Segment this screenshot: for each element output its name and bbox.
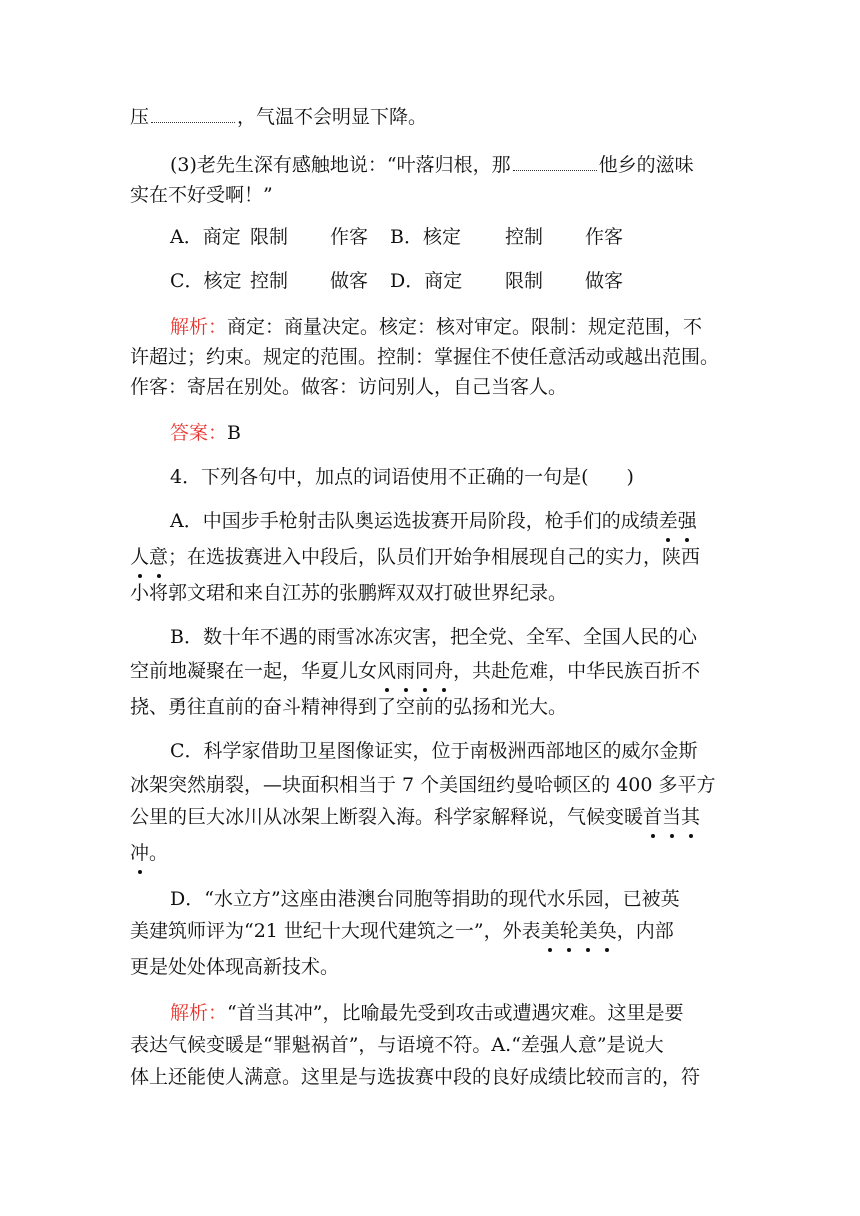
q3-line2: [170, 150, 770, 180]
text: 商定：商量决定。核定：核对审定。限制：规定范围，不: [227, 316, 703, 338]
option-b-label: B．核定: [390, 226, 461, 248]
answer-label: 答案：: [170, 422, 228, 444]
q4-c-line3: [130, 802, 730, 832]
option-a-3: 作客: [330, 226, 369, 248]
analysis1-line2: 许超过；约束。规定的范围。控制：掌握住不使任意活动或越出范围。: [130, 346, 720, 368]
q4-a-line1: [170, 506, 770, 536]
q3-line3: 实在不好受啊！”: [130, 184, 273, 206]
q4-c-line4: [130, 838, 730, 868]
q4-d-line3: 更是处处体现高新技术。: [130, 956, 340, 978]
options-row-ab: [170, 222, 770, 252]
dotted-char: 同: [415, 656, 434, 686]
analysis-label: 解析：: [170, 1002, 228, 1024]
q4-b-line1: B．数十年不遇的雨雪冰冻灾害，把全党、全军、全国人民的心: [170, 626, 697, 648]
dotted-char: 雨: [396, 656, 415, 686]
text: 空前地凝聚在一起，华夏儿女: [130, 660, 378, 682]
q4-c-line2: 冰架突然崩裂，—块面积相当于 7 个美国纽约曼哈顿区的 400 多平方: [130, 774, 716, 796]
option-c-label: C．核定: [170, 270, 242, 292]
text: ，内部: [616, 920, 674, 942]
dotted-char: 舟: [434, 656, 453, 686]
fill-blank: [151, 106, 235, 123]
dotted-char: 奂: [598, 916, 617, 946]
dotted-char: 意: [149, 542, 168, 572]
options-row-cd: [170, 266, 770, 296]
dotted-char: 轮: [560, 916, 579, 946]
dotted-char: 差: [659, 506, 678, 536]
analysis-label: 解析：: [170, 316, 228, 338]
text: 他乡的滋味: [598, 154, 694, 176]
analysis1-line3: 作客：寄居在别处。做客：访问别人，自己当客人。: [130, 376, 568, 398]
text: “首当其冲”，比喻最先受到攻击或遭遇灾难。这里是要: [227, 1002, 684, 1024]
option-b-2: 控制: [505, 226, 544, 248]
dotted-char: 首: [643, 802, 662, 832]
text: ；在选拔赛进入中段后，队员们开始争相展现自己的实力，陕西: [168, 546, 701, 568]
text: 公里的巨大冰川从冰架上断裂入海。科学家解释说，气候变暖: [130, 806, 644, 828]
option-c-2: 控制: [250, 270, 289, 292]
text: ，共赴危难，中华民族百折不: [453, 660, 701, 682]
q4-b-line2: [130, 656, 730, 686]
q4-d-line2: [130, 916, 730, 946]
q4-b-line3: 挠、勇往直前的奋斗精神得到了空前的弘扬和光大。: [130, 696, 568, 718]
q4-a-line2: [130, 542, 730, 572]
q4-stem: 4．下列各句中，加点的词语使用不正确的一句是( ): [170, 466, 634, 488]
dotted-char: 冲: [130, 838, 149, 868]
option-b-3: 作客: [585, 226, 624, 248]
option-a-2: 限制: [250, 226, 289, 248]
analysis1-line1: [170, 312, 770, 342]
answer-line: [170, 418, 770, 448]
text: ，气温不会明显下降。: [237, 106, 428, 128]
option-d-2: 限制: [505, 270, 544, 292]
dotted-char: 美: [541, 916, 560, 946]
dotted-char: 风: [377, 656, 396, 686]
dotted-char: 人: [130, 542, 149, 572]
q4-d-line1: D．“水立方”这座由港澳台同胞等捐助的现代水乐园，已被英: [170, 888, 680, 910]
text: 压: [130, 106, 150, 128]
q4-c-line1: C．科学家借助卫星图像证实，位于南极洲西部地区的威尔金斯: [170, 740, 698, 762]
dotted-char: 强: [678, 506, 697, 536]
q3-line1: [130, 102, 730, 132]
option-d-3: 做客: [585, 270, 624, 292]
dotted-char: 当: [662, 802, 681, 832]
analysis2-line3: 体上还能使人满意。这里是与选拔赛中段的良好成绩比较而言的，符: [130, 1066, 701, 1088]
analysis2-line1: [170, 998, 770, 1028]
option-c-3: 做客: [330, 270, 369, 292]
text: 。: [149, 842, 169, 864]
dotted-char: 美: [579, 916, 598, 946]
option-a-label: A．商定: [170, 226, 241, 248]
q4-a-line3: 小将郭文珺和来自江苏的张鹏辉双双打破世界纪录。: [130, 582, 568, 604]
text: 美建筑师评为“21 世纪十大现代建筑之一”，外表: [130, 920, 541, 942]
text: (3)老先生深有感触地说：“叶落归根，那: [170, 154, 511, 176]
option-d-label: D．商定: [390, 270, 463, 292]
fill-blank: [513, 154, 597, 171]
analysis2-line2: 表达气候变暖是“罪魁祸首”，与语境不符。A.“差强人意”是说大: [130, 1034, 664, 1056]
answer-value: B: [227, 422, 241, 444]
dotted-char: 其: [681, 802, 700, 832]
text: A．中国步手枪射击队奥运选拔赛开局阶段，枪手们的成绩: [170, 510, 659, 532]
